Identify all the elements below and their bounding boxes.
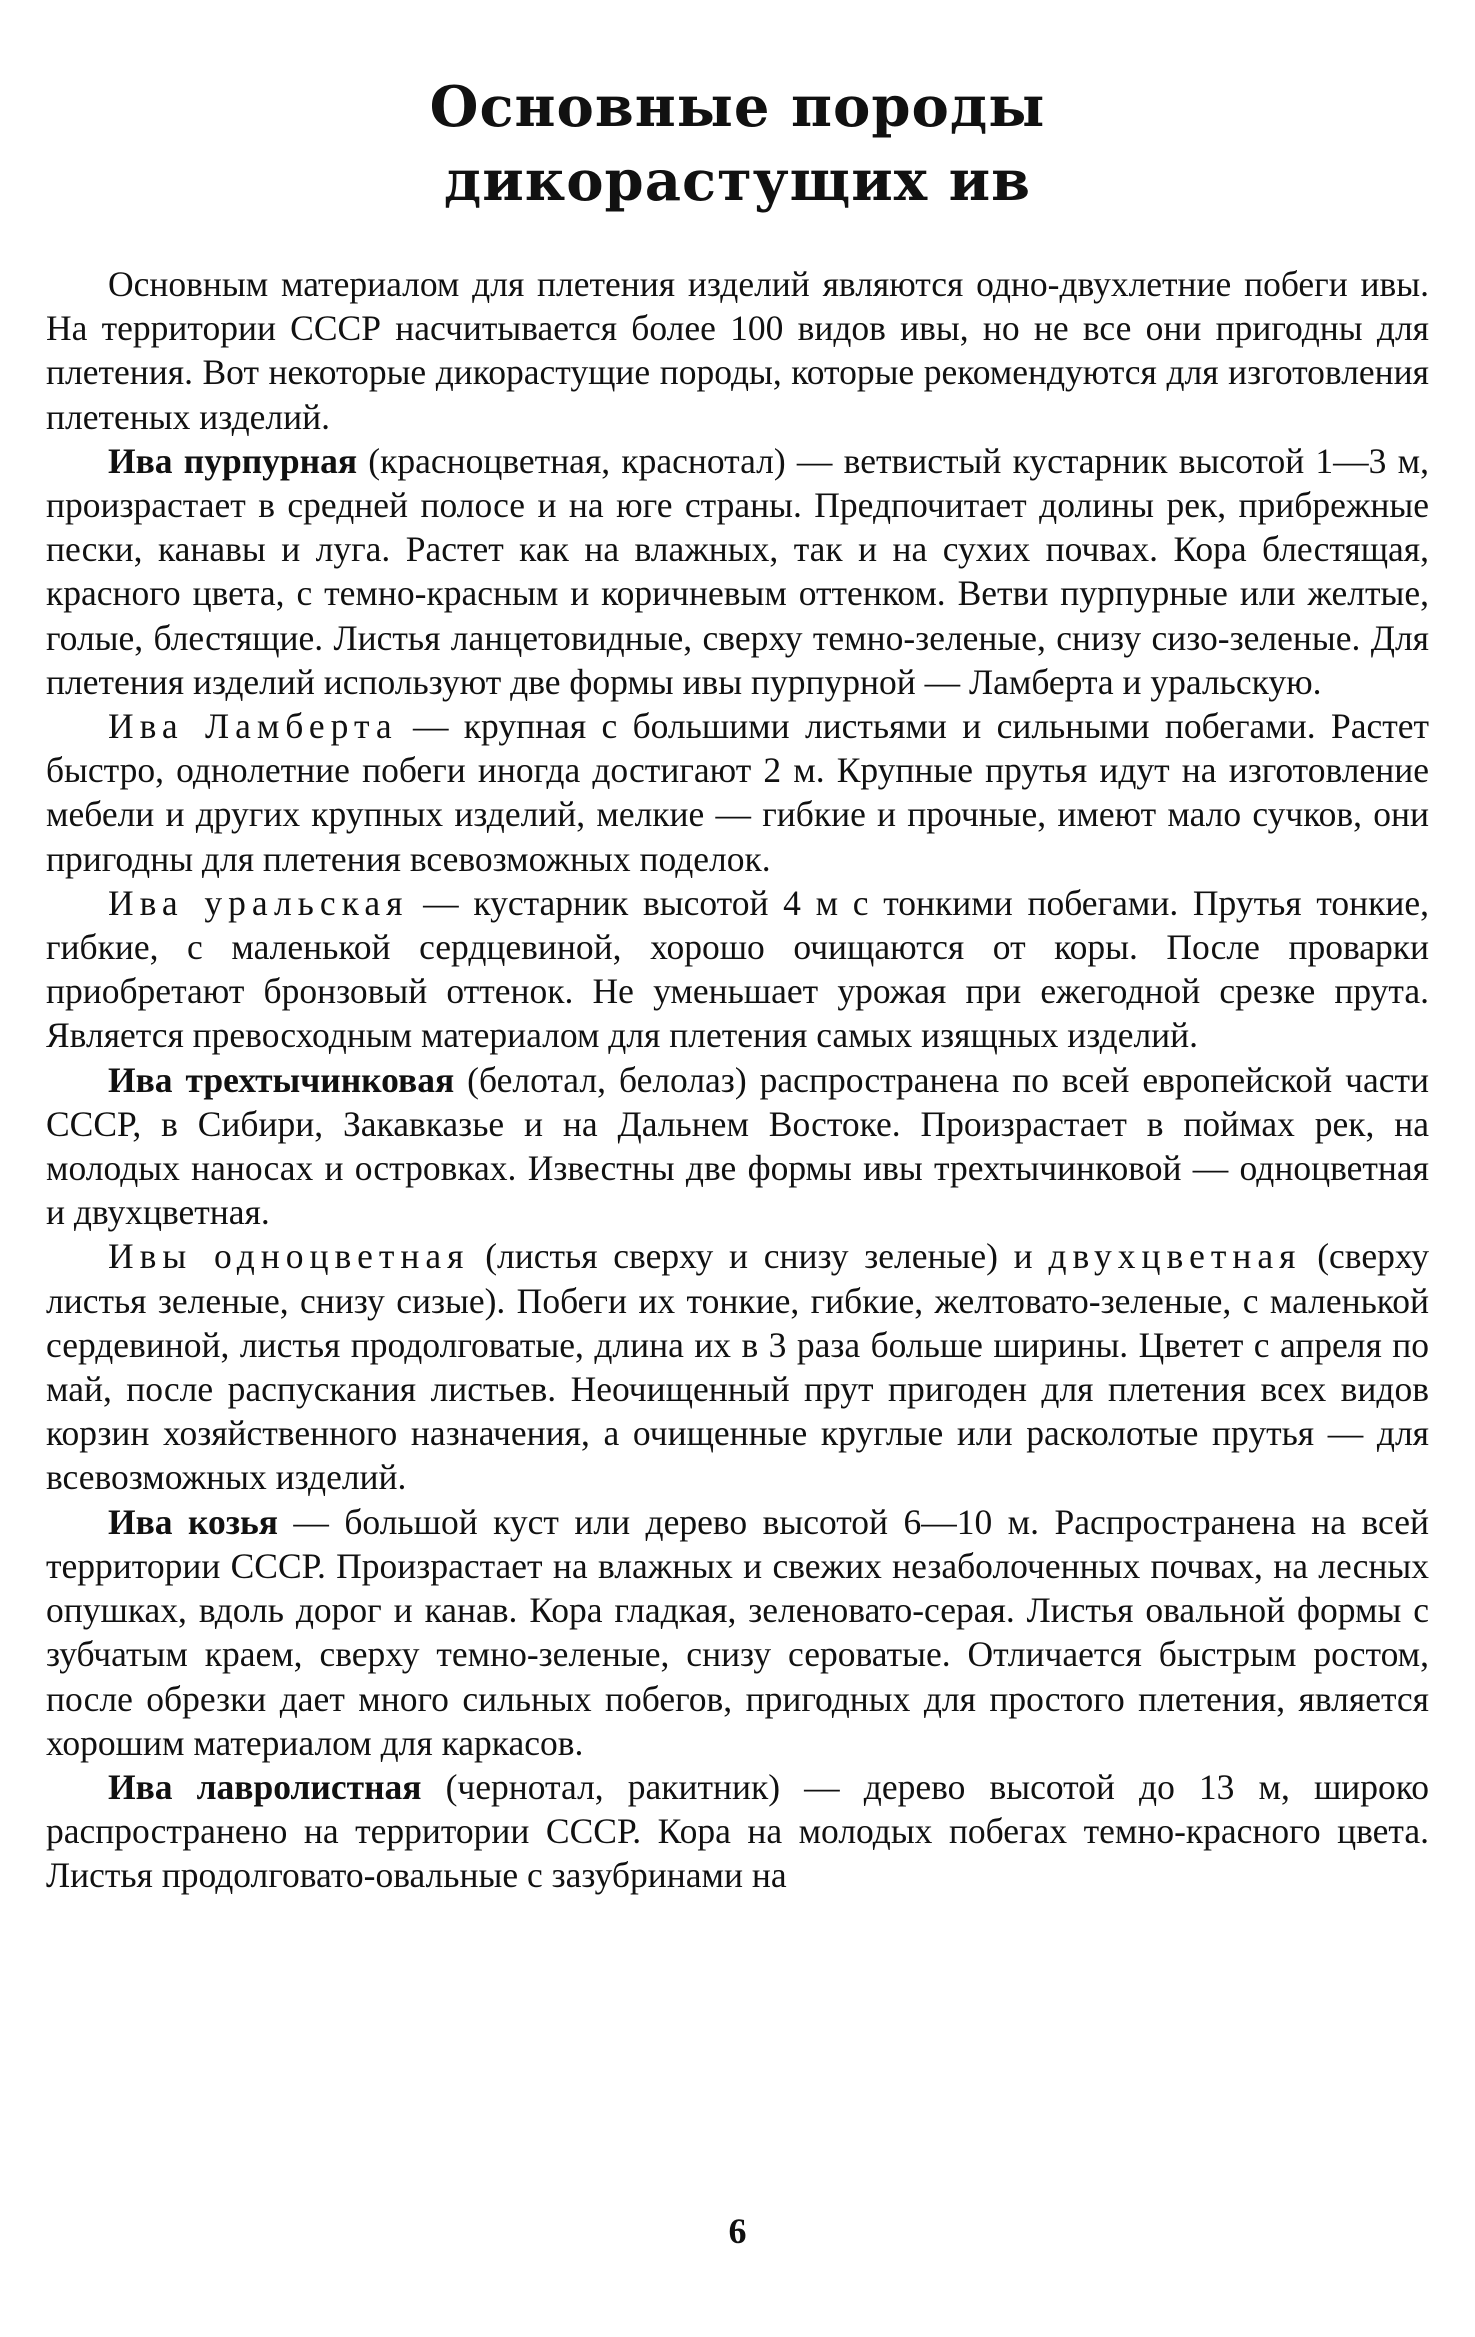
paragraph-text: (листья сверху и снизу зеленые) и xyxy=(469,1236,1049,1277)
paragraph-text: (белотал, белолаз) распространена по всей европейской части СССР, в Сибири, Закавказье и на Дальнем Востоке. Произрастает в поймах рек, на молодых наносах и островках. Известны две формы ивы трехтычинковой — одноцветная и двухцветная. xyxy=(46,1059,1429,1233)
species-name: Ива трехтычинковая xyxy=(108,1059,455,1100)
paragraph-willow-goat xyxy=(46,1500,1429,1765)
paragraph-text: (чернотал, ракитник) — дерево высотой до 13 м, широко распространено на территории СССР. Кора на молодых побегах темно-красного цвета. Листья продолговато-овальные с зазубринами на xyxy=(46,1766,1430,1896)
species-name: Ива козья xyxy=(108,1501,278,1542)
paragraph-text: (красноцветная, краснотал) — ветвистый кустарник высотой 1—3 м, произрастает в средней полосе и на юге страны. Предпочитает долины рек, прибрежные пески, канавы и луга. Растет как на влажных, так и на сухих почвах. Кора блестящая, красного цвета, с темно-красным и коричневым оттенком. Ветви пурпурные или желтые, голые, блестящие. Листья ланцетовидные, сверху темно-зеленые, снизу сизо-зеленые. Для плетения изделий используют две формы ивы пурпурной — Ламберта и уральскую. xyxy=(46,440,1429,702)
variety-name: Ива уральская xyxy=(108,882,409,923)
paragraph-text: Основным материалом для плетения изделий являются одно-двухлетние побеги ивы. На территории СССР насчитывается более 100 видов ивы, но не все они пригодны для плетения. Вот некоторые дикорастущие породы, которые рекомендуются для изготовления плетеных изделий. xyxy=(46,264,1429,437)
paragraph-text: — кустарник высотой 4 м с тонкими побегами. Прутья тонкие, гибкие, с маленькой сердцевиной, хорошо очищаются от коры. После проварки приобретают бронзовый оттенок. Не уменьшает урожая при ежегодной срезке прута. Является превосходным материалом для плетения самых изящных изделий. xyxy=(46,882,1429,1056)
paragraph-willow-forms xyxy=(46,1234,1429,1499)
page-number: 6 xyxy=(728,2211,747,2251)
paragraph-text: — большой куст или дерево высотой 6—10 м. Распространена на всей территории СССР. Произрастает на влажных и свежих незаболоченных почвах, на лесных опушках, вдоль дорог и канав. Кора гладкая, зеленовато-серая. Листья овальной формы с зубчатым краем, сверху темно-зеленые, снизу сероватые. Отличается быстрым ростом, после обрезки дает много сильных побегов, пригодных для простого плетения, является хорошим материалом для каркасов. xyxy=(46,1501,1429,1763)
species-name: Ива пурпурная xyxy=(108,440,358,481)
variety-name: двухцветная xyxy=(1048,1236,1302,1277)
paragraph-willow-ural xyxy=(46,881,1429,1058)
paragraph-willow-triandra xyxy=(46,1058,1429,1235)
paragraph-intro xyxy=(46,262,1429,439)
page-content xyxy=(46,70,1429,1898)
page-title xyxy=(46,70,1429,218)
paragraph-text: — крупная с большими листьями и сильными побегами. Растет быстро, однолетние побеги иногда достигают 2 м. Крупные прутья идут на изготовление мебели и других крупных изделий, мелкие — гибкие и прочные, имеют мало сучков, они пригодны для плетения всевозможных поделок. xyxy=(46,706,1429,879)
paragraph-willow-purple xyxy=(46,439,1429,704)
title-line-1: Основные породы xyxy=(429,74,1046,140)
variety-name: Ива Ламберта xyxy=(108,706,398,747)
variety-name: Ивы одноцветная xyxy=(108,1236,470,1277)
species-name: Ива лавролистная xyxy=(108,1766,422,1807)
paragraph-willow-lambert xyxy=(46,704,1429,881)
paragraph-willow-laurel xyxy=(46,1765,1429,1898)
title-line-2: дикорастущих ив xyxy=(443,148,1032,214)
paragraph-text: (сверху листья зеленые, снизу сизые). Побеги их тонкие, гибкие, желтовато-зеленые, с маленькой сердевиной, листья продолговатые, длина их в 3 раза больше ширины. Цветет с апреля по май, после распускания листьев. Неочищенный прут пригоден для плетения всех видов корзин хозяйственного назначения, а очищенные круглые или расколотые прутья — для всевозможных изделий. xyxy=(46,1236,1430,1498)
